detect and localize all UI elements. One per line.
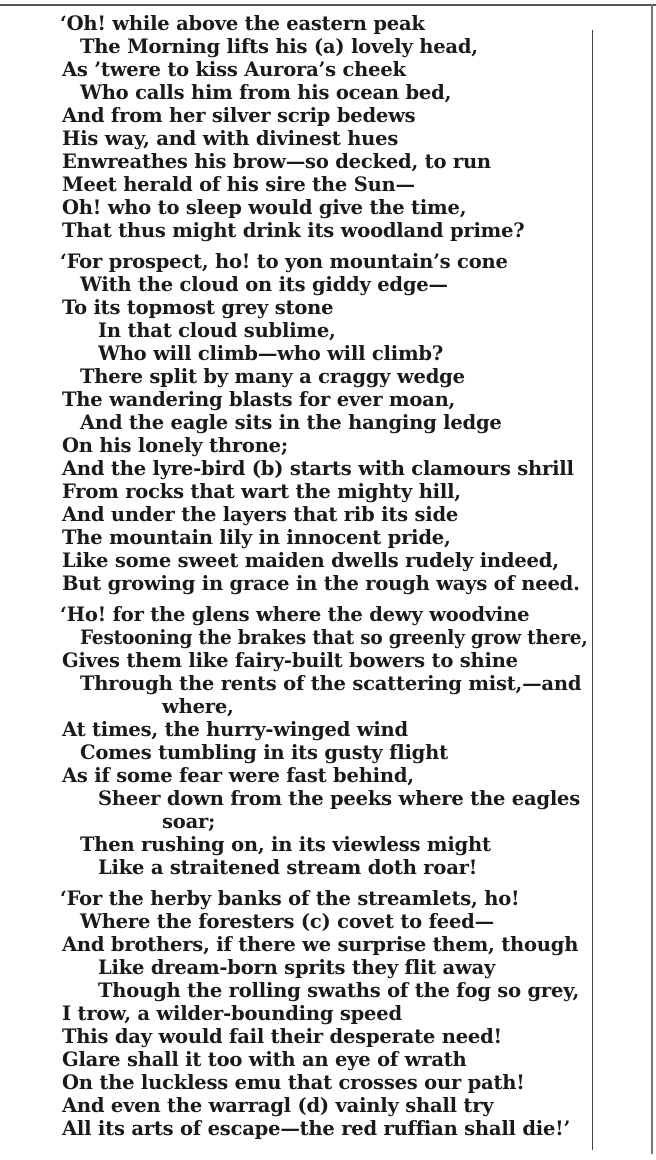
poem-line: Who will climb—who will climb?	[98, 342, 444, 365]
poem-line: But growing in grace in the rough ways of need.	[62, 572, 580, 595]
poem-line: All its arts of escape—the red ruffian shall die!’	[62, 1117, 571, 1140]
poem-line: Glare shall it too with an eye of wrath	[62, 1048, 467, 1071]
poem-line: ‘Ho! for the glens where the dewy woodvine	[60, 603, 530, 626]
poem-line: ‘Oh! while above the eastern peak	[60, 12, 425, 35]
poem-line: In that cloud sublime,	[98, 319, 336, 342]
poem-line: And under the layers that rib its side	[62, 503, 459, 526]
poem-line: And brothers, if there we surprise them, though	[62, 933, 579, 956]
column-rule	[592, 30, 593, 1150]
poem-line: And even the warragl (d) vainly shall try	[62, 1094, 494, 1117]
top-border-rule	[0, 4, 656, 6]
poem-line: Meet herald of his sire the Sun—	[62, 173, 415, 196]
poem-line: Gives them like fairy-built bowers to shine	[62, 649, 518, 672]
poem-line: To its topmost grey stone	[62, 296, 334, 319]
poem-line: Then rushing on, in its viewless might	[80, 833, 491, 856]
poem-line: Through the rents of the scattering mist,—and	[80, 672, 582, 695]
poem-line: Though the rolling swaths of the fog so grey,	[98, 979, 580, 1002]
poem-line: On his lonely throne;	[62, 434, 288, 457]
poem-line: With the cloud on its giddy edge—	[80, 273, 448, 296]
poem-line: On the luckless emu that crosses our path!	[62, 1071, 525, 1094]
poem-line: There split by many a craggy wedge	[80, 365, 465, 388]
poem-line: soar;	[162, 810, 216, 833]
poem-line: Enwreathes his brow—so decked, to run	[62, 150, 491, 173]
poem-line: Sheer down from the peeks where the eagles	[98, 787, 581, 810]
poem-line: Like dream-born sprits they flit away	[98, 956, 496, 979]
poem-line: And the lyre-bird (b) starts with clamours shrill	[62, 457, 574, 480]
poem-line: ‘For prospect, ho! to yon mountain’s cone	[60, 250, 508, 273]
poem-line: That thus might drink its woodland prime?	[62, 219, 525, 242]
poem-line: Comes tumbling in its gusty flight	[80, 741, 448, 764]
poem-line: I trow, a wilder-bounding speed	[62, 1002, 402, 1025]
right-border-rule	[651, 4, 653, 1154]
poem-line: At times, the hurry-winged wind	[62, 718, 408, 741]
poem-line: Like a straitened stream doth roar!	[98, 856, 478, 879]
poem-line: The Morning lifts his (a) lovely head,	[80, 35, 478, 58]
poem-line: This day would fail their desperate need!	[62, 1025, 502, 1048]
poem-line: Where the foresters (c) covet to feed—	[80, 910, 494, 933]
poem-line: The mountain lily in innocent pride,	[62, 526, 451, 549]
poem-line: As if some fear were fast behind,	[62, 764, 414, 787]
poem-line: Who calls him from his ocean bed,	[80, 81, 452, 104]
poem-line: The wandering blasts for ever moan,	[62, 388, 456, 411]
poem-line: His way, and with divinest hues	[62, 127, 399, 150]
poem-line: From rocks that wart the mighty hill,	[62, 480, 461, 503]
poem-line: where,	[162, 695, 234, 718]
poem-line: Festooning the brakes that so greenly grow there,	[80, 626, 588, 649]
poem-line: As ’twere to kiss Aurora’s cheek	[62, 58, 406, 81]
poem-line: And the eagle sits in the hanging ledge	[80, 411, 502, 434]
poem-line: ‘For the herby banks of the streamlets, ho!	[60, 887, 520, 910]
poem-line: Oh! who to sleep would give the time,	[62, 196, 467, 219]
poem-line: Like some sweet maiden dwells rudely indeed,	[62, 549, 559, 572]
poem-line: And from her silver scrip bedews	[62, 104, 416, 127]
